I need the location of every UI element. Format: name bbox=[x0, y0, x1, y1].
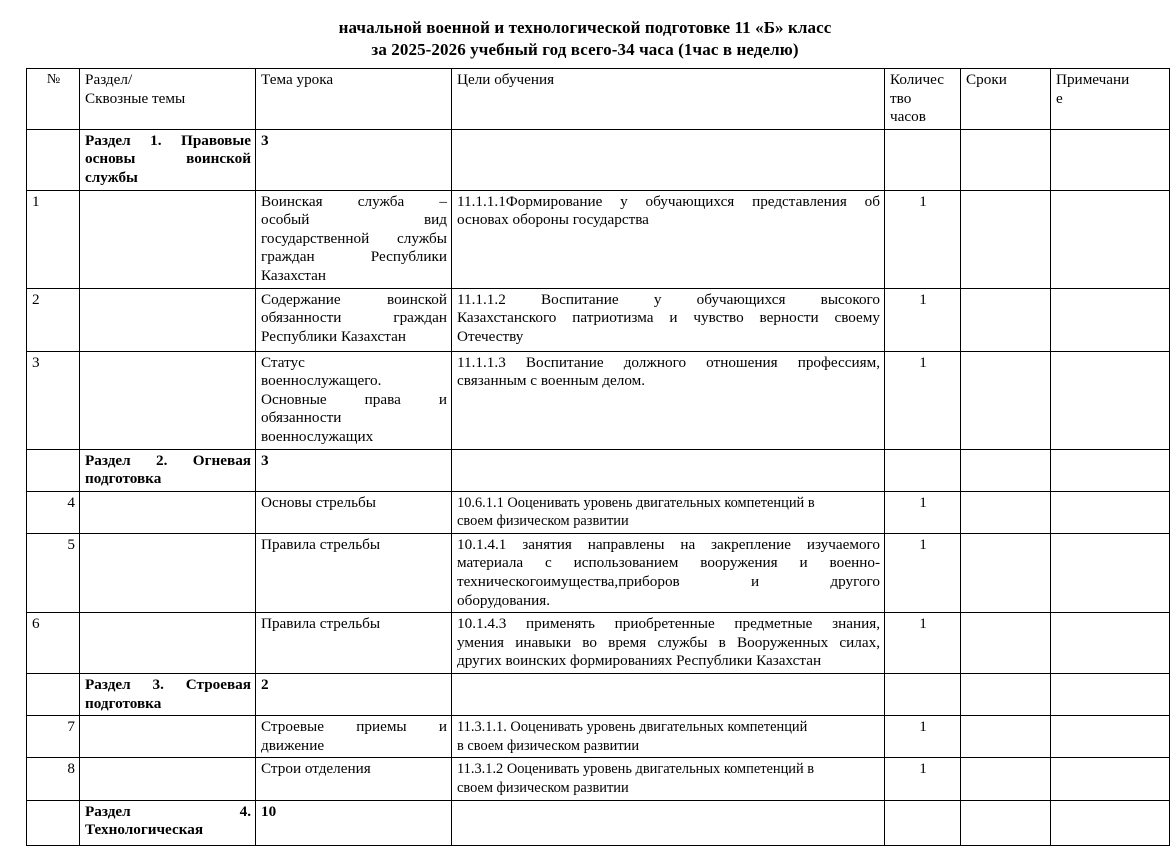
goals-line2: умения инавыки во время службы в Вооруженных силах, bbox=[457, 633, 880, 651]
cell-topic: Строи отделения bbox=[256, 758, 452, 800]
cell-section bbox=[80, 758, 256, 800]
cell-number: 8 bbox=[27, 758, 80, 800]
column-header-section-line2: Сквозные темы bbox=[85, 89, 186, 107]
cell-dates bbox=[961, 449, 1051, 491]
cell-topic bbox=[256, 288, 452, 351]
cell-goals bbox=[452, 613, 885, 674]
topic-line3: государственной службы bbox=[261, 229, 447, 247]
goals-line1: 10.6.1.1 Ооценивать уровень двигательных компетенций в bbox=[457, 494, 815, 511]
cell-number: 5 bbox=[27, 533, 80, 612]
topic-line1: Статус bbox=[261, 353, 305, 371]
cell-hours: 1 bbox=[885, 758, 961, 800]
cell-topic bbox=[256, 716, 452, 758]
cell-notes bbox=[1051, 190, 1170, 288]
cell-topic: Правила стрельбы bbox=[256, 613, 452, 674]
cell-hours: 1 bbox=[885, 190, 961, 288]
column-header-hours bbox=[885, 69, 961, 130]
column-header-dates: Сроки bbox=[961, 69, 1051, 130]
goals-line1: 10.1.4.1 занятия направлены на закрепление изучаемого bbox=[457, 535, 880, 553]
cell-number bbox=[27, 449, 80, 491]
header-row bbox=[27, 69, 1170, 130]
cell-hours bbox=[885, 674, 961, 716]
topic-line4: обязанности bbox=[261, 409, 342, 427]
cell-section bbox=[80, 351, 256, 449]
cell-dates bbox=[961, 800, 1051, 845]
goals-line2: материала с использованием вооружения и военно- bbox=[457, 554, 880, 572]
cell-section-title bbox=[80, 800, 256, 845]
cell-section-hours-total: 3 bbox=[256, 129, 452, 190]
cell-goals bbox=[452, 351, 885, 449]
cell-goals bbox=[452, 674, 885, 716]
cell-number: 2 bbox=[27, 288, 80, 351]
cell-notes bbox=[1051, 800, 1170, 845]
cell-dates bbox=[961, 674, 1051, 716]
cell-goals bbox=[452, 758, 885, 800]
topic-line2: движение bbox=[261, 736, 325, 754]
cell-notes bbox=[1051, 533, 1170, 612]
cell-hours: 1 bbox=[885, 613, 961, 674]
cell-topic bbox=[256, 190, 452, 288]
table-row bbox=[27, 190, 1170, 288]
cell-notes bbox=[1051, 288, 1170, 351]
cell-goals bbox=[452, 449, 885, 491]
column-header-number: № bbox=[27, 69, 80, 130]
topic-line1: Содержание воинской bbox=[261, 290, 447, 308]
cell-notes bbox=[1051, 674, 1170, 716]
column-header-topic: Тема урока bbox=[256, 69, 452, 130]
cell-goals bbox=[452, 491, 885, 533]
topic-line1: Строевые приемы и bbox=[261, 718, 447, 736]
column-header-notes bbox=[1051, 69, 1170, 130]
cell-goals bbox=[452, 533, 885, 612]
topic-line2: военнослужащего. bbox=[261, 372, 382, 390]
cell-dates bbox=[961, 351, 1051, 449]
table-row bbox=[27, 613, 1170, 674]
cell-hours bbox=[885, 129, 961, 190]
table-row bbox=[27, 758, 1170, 800]
section-title-line2: подготовка bbox=[85, 470, 162, 488]
goals-line1: 11.1.1.3 Воспитание должного отношения профессиям, bbox=[457, 353, 880, 371]
goals-line1: 11.1.1.2 Воспитание у обучающихся высокого bbox=[457, 290, 880, 308]
cell-section-title bbox=[80, 449, 256, 491]
goals-line3: техническогоимущества,приборов и другого bbox=[457, 573, 880, 591]
topic-line5: Казахстан bbox=[261, 266, 326, 284]
table-row bbox=[27, 533, 1170, 612]
goals-line1: 11.1.1.1Формирование у обучающихся представления об bbox=[457, 192, 880, 210]
cell-topic: Правила стрельбы bbox=[256, 533, 452, 612]
column-header-section-line1: Раздел/ bbox=[85, 71, 133, 88]
topic-line3: Республики Казахстан bbox=[261, 327, 406, 345]
cell-number: 7 bbox=[27, 716, 80, 758]
table-row bbox=[27, 351, 1170, 449]
column-header-goals: Цели обучения bbox=[452, 69, 885, 130]
lesson-plan-table bbox=[26, 68, 1170, 846]
cell-hours bbox=[885, 800, 961, 845]
cell-dates bbox=[961, 129, 1051, 190]
goals-line2: своем физическом развитии bbox=[457, 780, 629, 796]
goals-line2: в своем физическом развитии bbox=[457, 737, 640, 754]
cell-section bbox=[80, 716, 256, 758]
cell-topic bbox=[256, 351, 452, 449]
cell-section-title bbox=[80, 674, 256, 716]
cell-section bbox=[80, 190, 256, 288]
section-title-line1: Раздел 3. Строевая bbox=[85, 676, 251, 694]
section-title-line2: подготовка bbox=[85, 694, 162, 712]
cell-number: 3 bbox=[27, 351, 80, 449]
cell-dates bbox=[961, 491, 1051, 533]
topic-line1: Воинская служба – bbox=[261, 192, 447, 210]
cell-notes bbox=[1051, 449, 1170, 491]
cell-hours bbox=[885, 449, 961, 491]
cell-notes bbox=[1051, 758, 1170, 800]
table-row-section bbox=[27, 800, 1170, 845]
cell-dates bbox=[961, 716, 1051, 758]
section-title-line2: Технологическая bbox=[85, 821, 204, 839]
cell-dates bbox=[961, 613, 1051, 674]
topic-line3: Основные права и bbox=[261, 390, 447, 408]
column-header-section bbox=[80, 69, 256, 130]
topic-line2: особый вид bbox=[261, 211, 447, 229]
title-line-2: за 2025-2026 учебный год всего-34 часа (1час в неделю) bbox=[371, 39, 799, 59]
cell-goals bbox=[452, 129, 885, 190]
cell-notes bbox=[1051, 351, 1170, 449]
goals-line1: 11.3.1.2 Ооценивать уровень двигательных компетенций в bbox=[457, 761, 815, 778]
cell-goals bbox=[452, 716, 885, 758]
table-body bbox=[27, 129, 1170, 845]
column-header-notes-line1: Примечани bbox=[1056, 71, 1130, 88]
goals-line3: Отечеству bbox=[457, 327, 524, 345]
cell-dates bbox=[961, 533, 1051, 612]
goals-line2: своем физическом развитии bbox=[457, 513, 629, 530]
cell-number bbox=[27, 129, 80, 190]
cell-hours: 1 bbox=[885, 491, 961, 533]
cell-goals bbox=[452, 800, 885, 845]
table-row bbox=[27, 288, 1170, 351]
cell-topic: Основы стрельбы bbox=[256, 491, 452, 533]
goals-line2: Казахстанского патриотизма и чувство верности своему bbox=[457, 309, 880, 327]
cell-notes bbox=[1051, 613, 1170, 674]
cell-section-hours-total: 2 bbox=[256, 674, 452, 716]
cell-dates bbox=[961, 758, 1051, 800]
topic-line4: граждан Республики bbox=[261, 248, 447, 266]
cell-notes bbox=[1051, 491, 1170, 533]
section-title-line1: Раздел 2. Огневая bbox=[85, 451, 251, 469]
cell-section bbox=[80, 613, 256, 674]
cell-notes bbox=[1051, 129, 1170, 190]
table-row bbox=[27, 716, 1170, 758]
table-row-section bbox=[27, 129, 1170, 190]
cell-number: 6 bbox=[27, 613, 80, 674]
cell-number bbox=[27, 674, 80, 716]
section-title-line2: основы воинской bbox=[85, 150, 251, 168]
cell-dates bbox=[961, 190, 1051, 288]
column-header-notes-line2: е bbox=[1056, 89, 1063, 107]
cell-hours: 1 bbox=[885, 716, 961, 758]
section-title-line1: Раздел 1. Правовые bbox=[85, 131, 251, 149]
goals-line2: связанным с военным делом. bbox=[457, 372, 646, 390]
table-header bbox=[27, 69, 1170, 130]
cell-number bbox=[27, 800, 80, 845]
column-header-hours-line3: часов bbox=[890, 108, 926, 126]
table-row-section bbox=[27, 449, 1170, 491]
table-row bbox=[27, 491, 1170, 533]
cell-notes bbox=[1051, 716, 1170, 758]
cell-number: 4 bbox=[27, 491, 80, 533]
goals-line1: 10.1.4.3 применять приобретенные предметные знания, bbox=[457, 615, 880, 633]
cell-number: 1 bbox=[27, 190, 80, 288]
goals-line3: других воинских формированиях Республики Казахстан bbox=[457, 652, 822, 670]
section-title-line3: службы bbox=[85, 168, 138, 186]
cell-section bbox=[80, 491, 256, 533]
cell-hours: 1 bbox=[885, 533, 961, 612]
cell-goals bbox=[452, 190, 885, 288]
cell-section-hours-total: 3 bbox=[256, 449, 452, 491]
page-title bbox=[0, 0, 1170, 60]
topic-line2: обязанности граждан bbox=[261, 309, 447, 327]
cell-section-hours-total: 10 bbox=[256, 800, 452, 845]
cell-section bbox=[80, 288, 256, 351]
cell-hours: 1 bbox=[885, 351, 961, 449]
cell-goals bbox=[452, 288, 885, 351]
section-title-line1: Раздел 4. bbox=[85, 802, 251, 820]
table-row-section bbox=[27, 674, 1170, 716]
goals-line4: оборудования. bbox=[457, 591, 551, 609]
goals-line2: основах обороны государства bbox=[457, 211, 649, 229]
cell-section bbox=[80, 533, 256, 612]
cell-dates bbox=[961, 288, 1051, 351]
title-line-1: начальной военной и технологической подготовке 11 «Б» класс bbox=[338, 18, 832, 37]
topic-line5: военнослужащих bbox=[261, 427, 374, 445]
cell-section-title bbox=[80, 129, 256, 190]
column-header-hours-line2: тво bbox=[890, 89, 912, 107]
goals-line1: 11.3.1.1. Ооценивать уровень двигательных компетенций bbox=[457, 719, 808, 736]
column-header-hours-line1: Количес bbox=[890, 71, 944, 88]
cell-hours: 1 bbox=[885, 288, 961, 351]
